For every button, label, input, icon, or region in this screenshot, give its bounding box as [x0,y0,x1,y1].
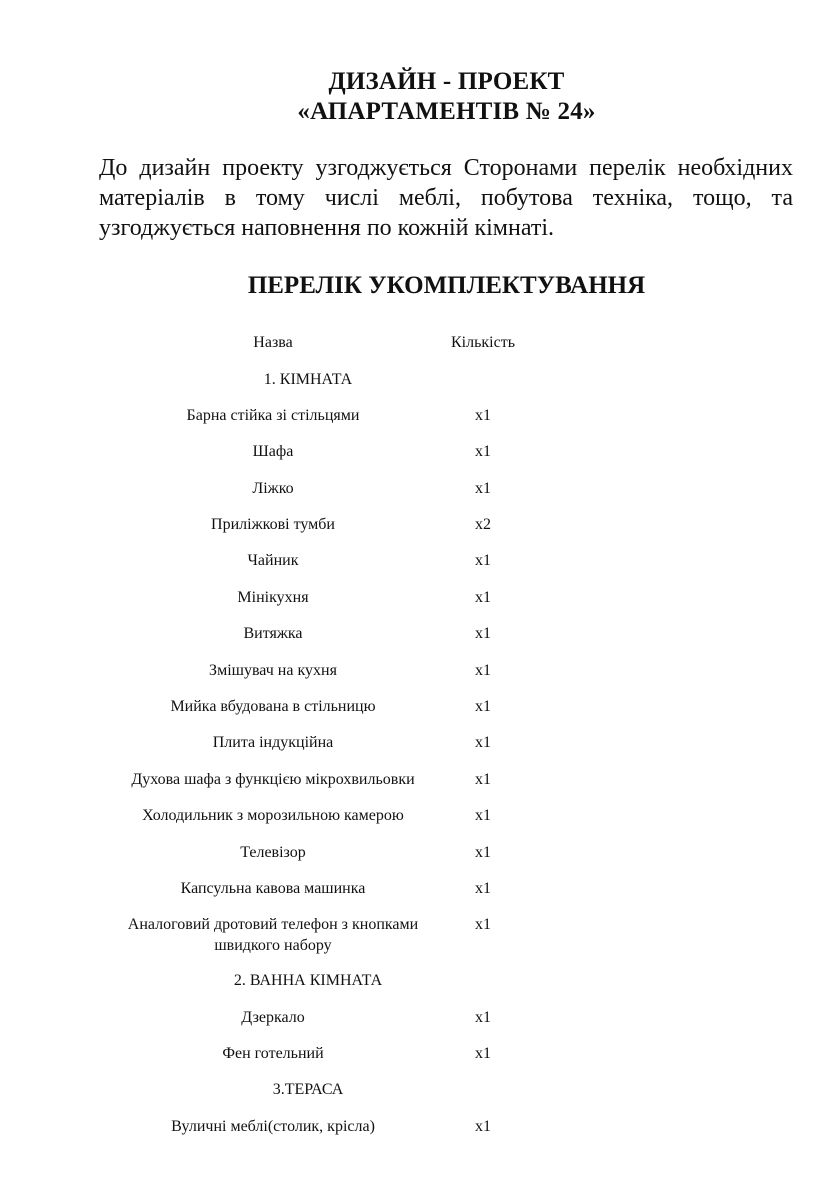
item-qty: x1 [475,552,491,569]
item-name: Приліжкові тумби [211,516,335,533]
item-name: Барна стійка зі стільцями [186,407,360,424]
item-qty: x1 [475,734,491,751]
item-qty: x1 [475,589,491,606]
item-name: Капсульна кавова машинка [180,880,366,897]
header-name: Назва [253,334,293,351]
item-name: Мінікухня [237,589,309,606]
item-name: Фен готельний [222,1045,324,1062]
item-name: Духова шафа з функцією мікрохвильовки [131,771,415,788]
item-qty: x1 [475,407,491,424]
item-qty: x1 [475,807,491,824]
group-title: 2. ВАННА КІМНАТА [233,972,383,989]
item-qty: x1 [475,443,491,460]
item-qty: x1 [475,480,491,497]
item-name: Дзеркало [241,1009,305,1026]
item-qty: x2 [475,516,491,533]
item-qty: x1 [475,916,491,933]
item-qty: x1 [475,662,491,679]
item-name: Ліжко [252,480,294,497]
item-qty: x1 [475,698,491,715]
item-qty: x1 [475,880,491,897]
item-name: Плита індукційна [212,734,334,751]
item-name: Чайник [247,552,299,569]
item-name: Вуличні меблі(столик, крісла) [171,1118,375,1135]
item-name: Мийка вбудована в стільницю [170,698,376,715]
item-qty: x1 [475,625,491,642]
item-qty: x1 [475,1118,491,1135]
document-title-line1: ДИЗАЙН - ПРОЕКТ [328,68,565,95]
intro-paragraph: До дизайн проекту узгоджується Сторонами перелік необхідних матеріалів в тому числі меблі, побутова техніка, тощо, та узгоджується наповнення по кожній кімнаті. [99,155,793,241]
group-title: 3.ТЕРАСА [272,1081,344,1098]
group-title: 1. КІМНАТА [263,371,353,388]
item-qty: x1 [475,844,491,861]
item-name: Шафа [252,443,294,460]
item-qty: x1 [475,1009,491,1026]
item-qty: x1 [475,771,491,788]
item-name: Телевізор [240,844,306,861]
section-title: ПЕРЕЛІК УКОМПЛЕКТУВАННЯ [247,272,646,299]
document-title-line2: «АПАРТАМЕНТІВ № 24» [297,98,596,125]
header-qty: Кількість [450,334,515,351]
item-qty: x1 [475,1045,491,1062]
item-name: Витяжка [243,625,303,642]
item-name: Холодильник з морозильною камерою [142,807,404,824]
item-name: Аналоговий дротовий телефон з кнопками швидкого набору [127,916,419,954]
item-name: Змішувач на кухня [209,662,337,679]
